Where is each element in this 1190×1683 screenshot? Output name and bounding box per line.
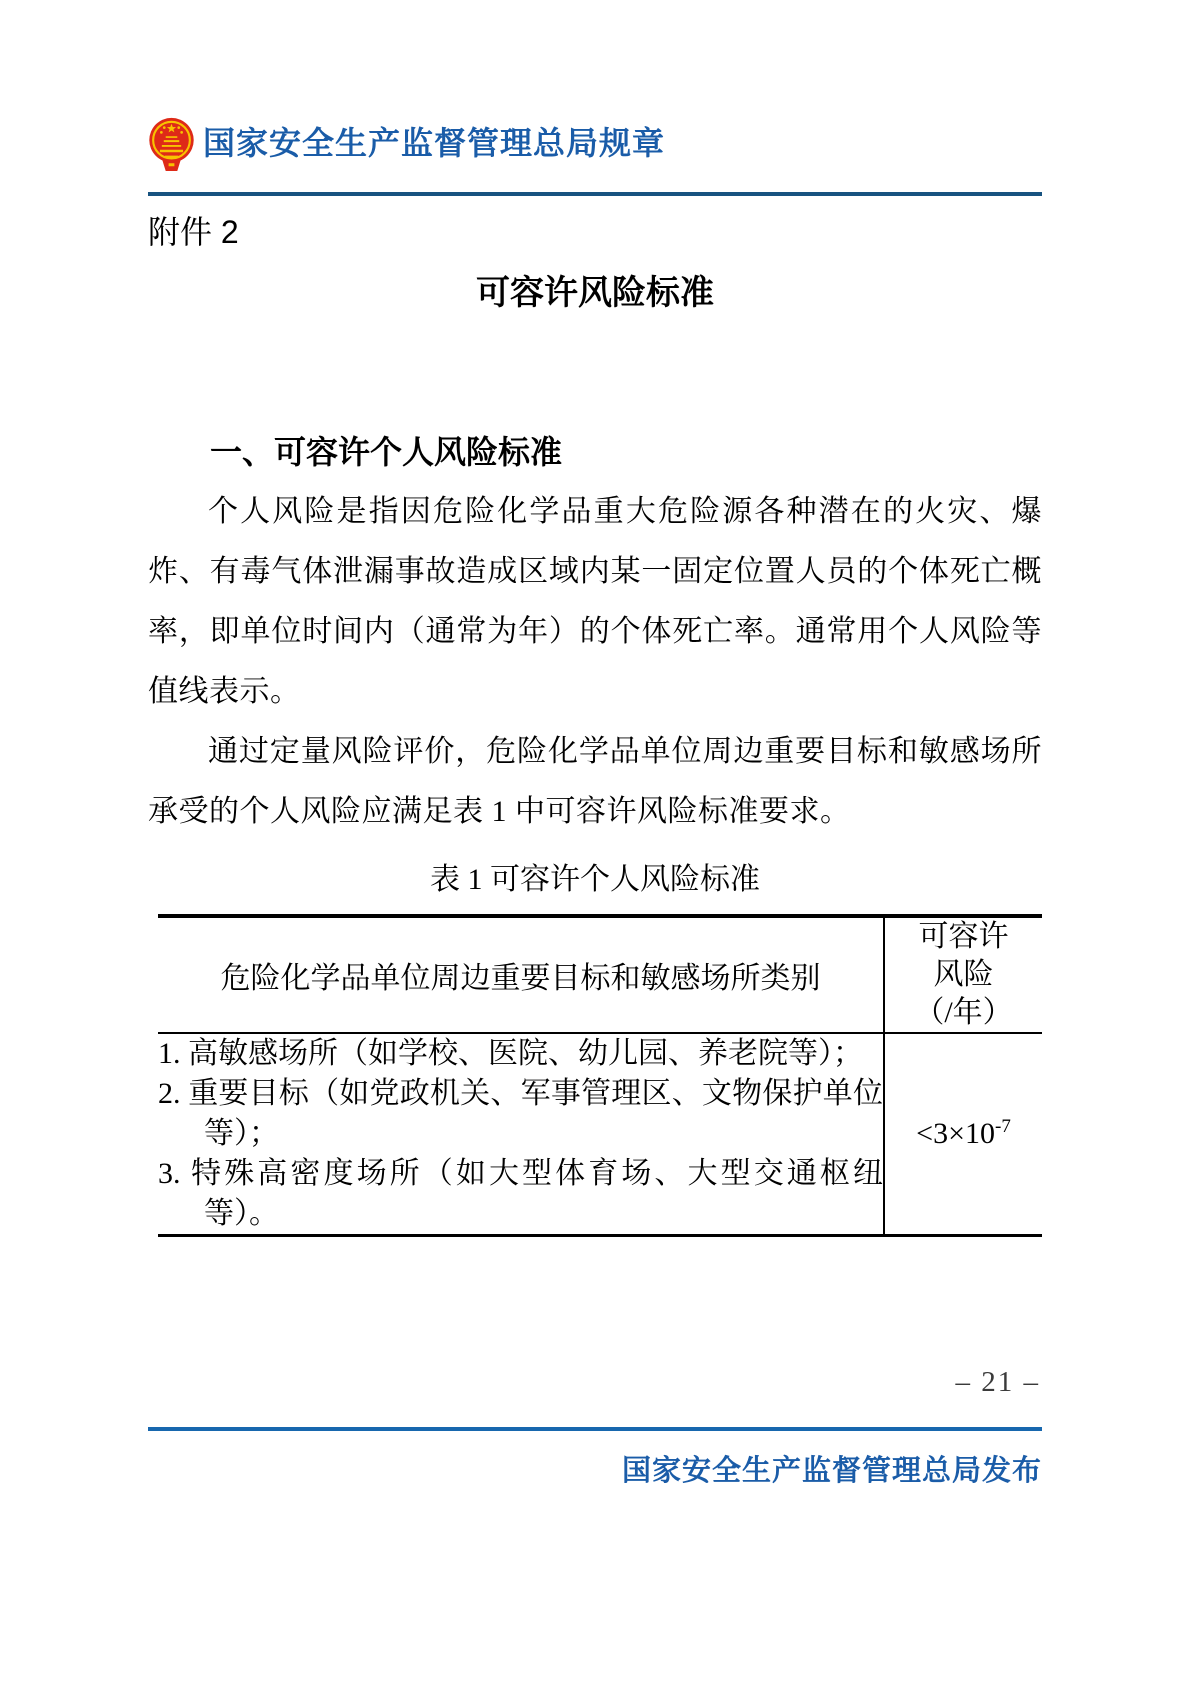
column-header-category: 危险化学品单位周边重要目标和敏感场所类别 xyxy=(158,916,884,1033)
table-row xyxy=(158,1033,1042,1236)
table-header-row xyxy=(158,916,1042,1033)
risk-value-cell xyxy=(884,1033,1042,1236)
paragraph-individual-risk-definition: 个人风险是指因危险化学品重大危险源各种潜在的火灾、爆炸、有毒气体泄漏事故造成区域内某一固定位置人员的个体死亡概率，即单位时间内（通常为年）的个体死亡率。通常用个人风险等值线表示。 xyxy=(148,495,1042,708)
category-item-2: 2. 重要目标（如党政机关、军事管理区、文物保护单位等）； xyxy=(158,1077,883,1150)
risk-header-line: （/年） xyxy=(914,996,1013,1029)
category-item-1: 1. 高敏感场所（如学校、医院、幼儿园、养老院等）； xyxy=(158,1037,863,1070)
risk-value-exponent: -7 xyxy=(995,1116,1011,1137)
risk-header-line: 可容许 xyxy=(918,920,1009,953)
risk-header-line: 风险 xyxy=(933,958,994,991)
section-heading: 一、可容许个人风险标准 xyxy=(210,434,563,470)
risk-standard-table xyxy=(158,914,1042,1237)
paragraph-quantitative-assessment: 通过定量风险评价，危险化学品单位周边重要目标和敏感场所承受的个人风险应满足表 1 中可容许风险标准要求。 xyxy=(148,735,1042,828)
page-header xyxy=(148,112,1042,170)
footer-divider xyxy=(148,1427,1042,1431)
category-item-3: 3. 特殊高密度场所（如大型体育场、大型交通枢纽等）。 xyxy=(158,1157,883,1230)
header-divider xyxy=(148,192,1042,196)
agency-title: 国家安全生产监督管理总局规章 xyxy=(203,125,666,161)
attachment-label: 附件 2 xyxy=(148,214,239,250)
column-header-risk xyxy=(884,916,1042,1033)
table-caption: 表 1 可容许个人风险标准 xyxy=(430,863,760,896)
page-number: – 21 – xyxy=(955,1366,1040,1398)
category-cell xyxy=(158,1033,884,1236)
document-title: 可容许风险标准 xyxy=(476,274,714,312)
publisher-label: 国家安全生产监督管理总局发布 xyxy=(621,1455,1042,1487)
risk-value: <3×10 xyxy=(916,1117,995,1150)
national-emblem-icon xyxy=(148,116,195,172)
